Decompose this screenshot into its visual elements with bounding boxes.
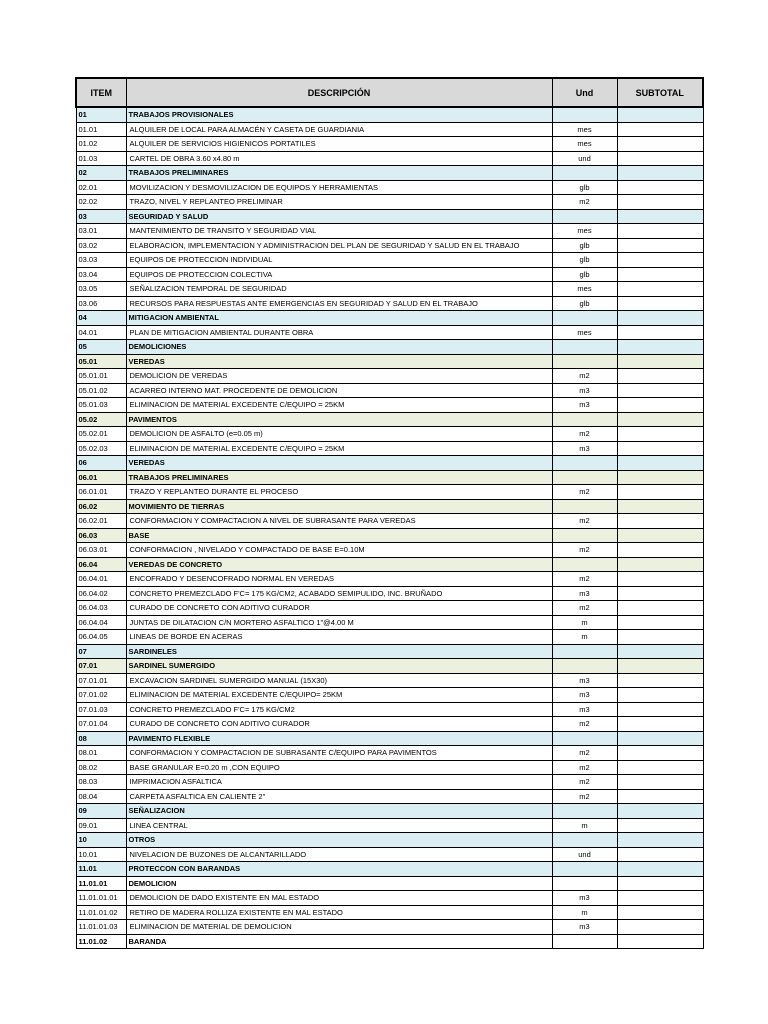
budget-sheet <box>75 77 702 949</box>
cell-unit[interactable]: m3 <box>552 688 617 703</box>
table-row <box>76 137 703 152</box>
table-row <box>76 543 703 558</box>
table-row <box>76 441 703 456</box>
cell-item[interactable]: 08.02 <box>76 760 126 775</box>
cell-description[interactable]: JUNTAS DE DILATACION C/N MORTERO ASFALTICO 1"@4.00 M <box>126 615 552 630</box>
cell-unit[interactable]: m2 <box>552 572 617 587</box>
cell-subtotal[interactable] <box>617 166 703 181</box>
cell-description[interactable]: ALQUILER DE LOCAL PARA ALMACÉN Y CASETA DE GUARDIANIA <box>126 122 552 137</box>
cell-subtotal[interactable] <box>617 876 703 891</box>
table-row <box>76 166 703 181</box>
cell-subtotal[interactable] <box>617 804 703 819</box>
cell-subtotal[interactable] <box>617 369 703 384</box>
cell-subtotal[interactable] <box>617 760 703 775</box>
cell-item[interactable]: 06.04.04 <box>76 615 126 630</box>
table-row <box>76 615 703 630</box>
cell-item[interactable]: 07.01 <box>76 659 126 674</box>
cell-unit[interactable]: m3 <box>552 586 617 601</box>
cell-item[interactable]: 07.01.02 <box>76 688 126 703</box>
cell-unit[interactable]: m2 <box>552 760 617 775</box>
cell-item[interactable]: 05.02.01 <box>76 427 126 442</box>
cell-subtotal[interactable] <box>617 137 703 152</box>
cell-item[interactable]: 05 <box>76 340 126 355</box>
table-row <box>76 905 703 920</box>
table-row <box>76 644 703 659</box>
cell-item[interactable]: 09.01 <box>76 818 126 833</box>
table-row <box>76 470 703 485</box>
cell-unit[interactable]: m2 <box>552 543 617 558</box>
table-row <box>76 528 703 543</box>
table-row <box>76 311 703 326</box>
table-row <box>76 209 703 224</box>
cell-description[interactable]: PLAN DE MITIGACION AMBIENTAL DURANTE OBRA <box>126 325 552 340</box>
table-row <box>76 485 703 500</box>
table-row <box>76 702 703 717</box>
cell-unit[interactable]: m3 <box>552 398 617 413</box>
cell-unit[interactable] <box>552 731 617 746</box>
cell-item[interactable]: 02.02 <box>76 195 126 210</box>
cell-description[interactable]: BASE <box>126 528 552 543</box>
table-row <box>76 934 703 949</box>
cell-description[interactable]: ALQUILER DE SERVICIOS HIGIENICOS PORTATILES <box>126 137 552 152</box>
cell-unit[interactable]: mes <box>552 224 617 239</box>
cell-description[interactable]: SEÑALIZACION <box>126 804 552 819</box>
table-row <box>76 862 703 877</box>
cell-subtotal[interactable] <box>617 180 703 195</box>
table-row <box>76 818 703 833</box>
table-row <box>76 673 703 688</box>
cell-item[interactable]: 10 <box>76 833 126 848</box>
cell-item[interactable]: 03 <box>76 209 126 224</box>
cell-description[interactable]: DEMOLICION DE VEREDAS <box>126 369 552 384</box>
table-row <box>76 833 703 848</box>
cell-subtotal[interactable] <box>617 789 703 804</box>
cell-subtotal[interactable] <box>617 325 703 340</box>
cell-item[interactable]: 09 <box>76 804 126 819</box>
cell-description[interactable]: SEÑALIZACION TEMPORAL DE SEGURIDAD <box>126 282 552 297</box>
cell-description[interactable]: MOVILIZACION Y DESMOVILIZACION DE EQUIPOS Y HERRAMIENTAS <box>126 180 552 195</box>
cell-item[interactable]: 03.02 <box>76 238 126 253</box>
table-row <box>76 876 703 891</box>
header-descripcion: DESCRIPCIÓN <box>126 78 552 107</box>
cell-description[interactable]: ELIMINACION DE MATERIAL EXCEDENTE C/EQUIPO= 25KM <box>126 688 552 703</box>
cell-description[interactable]: DEMOLICION DE DADO EXISTENTE EN MAL ESTADO <box>126 891 552 906</box>
cell-item[interactable]: 03.04 <box>76 267 126 282</box>
cell-description[interactable]: EXCAVACION SARDINEL SUMERGIDO MANUAL (15X30) <box>126 673 552 688</box>
table-row <box>76 427 703 442</box>
cell-item[interactable]: 01.03 <box>76 151 126 166</box>
table-row <box>76 557 703 572</box>
table-row <box>76 253 703 268</box>
cell-item[interactable]: 06.03.01 <box>76 543 126 558</box>
cell-item[interactable]: 11.01.01 <box>76 876 126 891</box>
cell-description[interactable]: EQUIPOS DE PROTECCION COLECTIVA <box>126 267 552 282</box>
table-row <box>76 296 703 311</box>
cell-item[interactable]: 06.04 <box>76 557 126 572</box>
cell-subtotal[interactable] <box>617 195 703 210</box>
cell-subtotal[interactable] <box>617 615 703 630</box>
cell-item[interactable]: 06.01.01 <box>76 485 126 500</box>
cell-description[interactable]: MOVIMIENTO DE TIERRAS <box>126 499 552 514</box>
cell-unit[interactable] <box>552 470 617 485</box>
cell-description[interactable]: PAVIMENTOS <box>126 412 552 427</box>
cell-unit[interactable]: m2 <box>552 195 617 210</box>
table-row <box>76 267 703 282</box>
cell-unit[interactable]: und <box>552 151 617 166</box>
cell-item[interactable]: 07 <box>76 644 126 659</box>
table-row <box>76 383 703 398</box>
table-row <box>76 282 703 297</box>
cell-description[interactable]: VEREDAS DE CONCRETO <box>126 557 552 572</box>
cell-unit[interactable] <box>552 862 617 877</box>
cell-description[interactable]: MITIGACION AMBIENTAL <box>126 311 552 326</box>
cell-description[interactable]: CURADO DE CONCRETO CON ADITIVO CURADOR <box>126 601 552 616</box>
cell-unit[interactable] <box>552 804 617 819</box>
cell-description[interactable]: LINEA CENTRAL <box>126 818 552 833</box>
cell-item[interactable]: 02 <box>76 166 126 181</box>
cell-item[interactable]: 08.03 <box>76 775 126 790</box>
cell-unit[interactable]: glb <box>552 180 617 195</box>
cell-unit[interactable] <box>552 412 617 427</box>
cell-description[interactable]: ELIMINACION DE MATERIAL EXCEDENTE C/EQUIPO = 25KM <box>126 398 552 413</box>
cell-unit[interactable]: und <box>552 847 617 862</box>
cell-subtotal[interactable] <box>617 151 703 166</box>
cell-subtotal[interactable] <box>617 267 703 282</box>
cell-item[interactable]: 04 <box>76 311 126 326</box>
table-row <box>76 630 703 645</box>
cell-subtotal[interactable] <box>617 412 703 427</box>
cell-subtotal[interactable] <box>617 557 703 572</box>
table-row <box>76 514 703 529</box>
table-row <box>76 107 703 122</box>
table-row <box>76 572 703 587</box>
cell-unit[interactable]: mes <box>552 122 617 137</box>
cell-item[interactable]: 02.01 <box>76 180 126 195</box>
cell-item[interactable]: 11.01.02 <box>76 934 126 949</box>
cell-subtotal[interactable] <box>617 862 703 877</box>
cell-description[interactable]: DEMOLICION DE ASFALTO (e=0.05 m) <box>126 427 552 442</box>
cell-unit[interactable] <box>552 209 617 224</box>
table-row <box>76 499 703 514</box>
cell-subtotal[interactable] <box>617 630 703 645</box>
cell-unit[interactable]: m2 <box>552 789 617 804</box>
cell-unit[interactable] <box>552 107 617 122</box>
cell-description[interactable]: TRAZO Y REPLANTEO DURANTE EL PROCESO <box>126 485 552 500</box>
table-header <box>76 78 703 107</box>
cell-unit[interactable]: mes <box>552 137 617 152</box>
cell-unit[interactable] <box>552 340 617 355</box>
table-row <box>76 717 703 732</box>
cell-description[interactable]: CURADO DE CONCRETO CON ADITIVO CURADOR <box>126 717 552 732</box>
cell-subtotal[interactable] <box>617 673 703 688</box>
cell-subtotal[interactable] <box>617 746 703 761</box>
cell-item[interactable]: 06.01 <box>76 470 126 485</box>
cell-subtotal[interactable] <box>617 702 703 717</box>
cell-description[interactable]: ELIMINACION DE MATERIAL EXCEDENTE C/EQUIPO = 25KM <box>126 441 552 456</box>
cell-subtotal[interactable] <box>617 572 703 587</box>
cell-unit[interactable]: m2 <box>552 485 617 500</box>
cell-unit[interactable] <box>552 311 617 326</box>
cell-description[interactable]: ELABORACION, IMPLEMENTACION Y ADMINISTRACION DEL PLAN DE SEGURIDAD Y SALUD EN EL TRABAJO <box>126 238 552 253</box>
cell-item[interactable]: 01.02 <box>76 137 126 152</box>
cell-subtotal[interactable] <box>617 528 703 543</box>
cell-description[interactable]: CONCRETO PREMEZCLADO F'C= 175 KG/CM2, ACABADO SEMIPULIDO, INC. BRUÑADO <box>126 586 552 601</box>
cell-subtotal[interactable] <box>617 659 703 674</box>
table-row <box>76 238 703 253</box>
table-row <box>76 746 703 761</box>
table-row <box>76 688 703 703</box>
table-row <box>76 775 703 790</box>
cell-item[interactable]: 05.01.02 <box>76 383 126 398</box>
table-row <box>76 891 703 906</box>
table-row <box>76 325 703 340</box>
cell-item[interactable]: 05.01 <box>76 354 126 369</box>
cell-unit[interactable]: glb <box>552 296 617 311</box>
cell-item[interactable]: 07.01.04 <box>76 717 126 732</box>
cell-description[interactable]: CARPETA ASFALTICA EN CALIENTE 2" <box>126 789 552 804</box>
cell-description[interactable]: PAVIMENTO FLEXIBLE <box>126 731 552 746</box>
cell-item[interactable]: 07.01.03 <box>76 702 126 717</box>
cell-unit[interactable] <box>552 876 617 891</box>
cell-item[interactable]: 11.01.01.02 <box>76 905 126 920</box>
cell-subtotal[interactable] <box>617 383 703 398</box>
cell-item[interactable]: 11.01 <box>76 862 126 877</box>
cell-subtotal[interactable] <box>617 891 703 906</box>
cell-subtotal[interactable] <box>617 427 703 442</box>
cell-item[interactable]: 06.04.02 <box>76 586 126 601</box>
header-item: ITEM <box>76 78 126 107</box>
table-row <box>76 398 703 413</box>
cell-subtotal[interactable] <box>617 209 703 224</box>
cell-subtotal[interactable] <box>617 470 703 485</box>
cell-unit[interactable]: m2 <box>552 775 617 790</box>
cell-subtotal[interactable] <box>617 441 703 456</box>
cell-unit[interactable] <box>552 456 617 471</box>
cell-subtotal[interactable] <box>617 818 703 833</box>
cell-description[interactable]: CARTEL DE OBRA 3.60 x4.80 m <box>126 151 552 166</box>
cell-unit[interactable]: m <box>552 615 617 630</box>
cell-description[interactable]: TRABAJOS PRELIMINARES <box>126 166 552 181</box>
cell-item[interactable]: 06 <box>76 456 126 471</box>
table-row <box>76 122 703 137</box>
cell-subtotal[interactable] <box>617 847 703 862</box>
cell-item[interactable]: 03.06 <box>76 296 126 311</box>
cell-item[interactable]: 08 <box>76 731 126 746</box>
cell-unit[interactable]: m <box>552 630 617 645</box>
cell-subtotal[interactable] <box>617 934 703 949</box>
cell-unit[interactable]: m2 <box>552 601 617 616</box>
cell-description[interactable]: BARANDA <box>126 934 552 949</box>
cell-description[interactable]: TRABAJOS PRELIMINARES <box>126 470 552 485</box>
cell-description[interactable]: NIVELACION DE BUZONES DE ALCANTARILLADO <box>126 847 552 862</box>
cell-unit[interactable]: m2 <box>552 514 617 529</box>
cell-description[interactable]: ACARREO INTERNO MAT. PROCEDENTE DE DEMOLICION <box>126 383 552 398</box>
cell-item[interactable]: 05.01.01 <box>76 369 126 384</box>
cell-description[interactable]: ENCOFRADO Y DESENCOFRADO NORMAL EN VEREDAS <box>126 572 552 587</box>
cell-unit[interactable]: glb <box>552 267 617 282</box>
cell-subtotal[interactable] <box>617 238 703 253</box>
cell-unit[interactable]: m2 <box>552 427 617 442</box>
cell-unit[interactable]: m3 <box>552 673 617 688</box>
cell-unit[interactable]: glb <box>552 238 617 253</box>
table-row <box>76 369 703 384</box>
cell-description[interactable]: VEREDAS <box>126 456 552 471</box>
cell-unit[interactable] <box>552 528 617 543</box>
cell-description[interactable]: PROTECCON CON BARANDAS <box>126 862 552 877</box>
cell-unit[interactable]: m3 <box>552 702 617 717</box>
cell-item[interactable]: 07.01.01 <box>76 673 126 688</box>
cell-item[interactable]: 03.03 <box>76 253 126 268</box>
cell-item[interactable]: 06.03 <box>76 528 126 543</box>
cell-subtotal[interactable] <box>617 644 703 659</box>
cell-subtotal[interactable] <box>617 586 703 601</box>
cell-unit[interactable] <box>552 934 617 949</box>
cell-item[interactable]: 05.02.03 <box>76 441 126 456</box>
cell-item[interactable]: 11.01.01.01 <box>76 891 126 906</box>
table-body <box>76 107 703 949</box>
cell-subtotal[interactable] <box>617 833 703 848</box>
cell-description[interactable]: EQUIPOS DE PROTECCION INDIVIDUAL <box>126 253 552 268</box>
cell-unit[interactable]: m2 <box>552 717 617 732</box>
cell-description[interactable]: ELIMINACION DE MATERIAL DE DEMOLICION <box>126 920 552 935</box>
cell-unit[interactable]: m2 <box>552 746 617 761</box>
table-row <box>76 151 703 166</box>
cell-item[interactable]: 08.04 <box>76 789 126 804</box>
table-row <box>76 224 703 239</box>
cell-unit[interactable]: m <box>552 905 617 920</box>
cell-subtotal[interactable] <box>617 282 703 297</box>
cell-unit[interactable]: m3 <box>552 891 617 906</box>
cell-subtotal[interactable] <box>617 543 703 558</box>
cell-subtotal[interactable] <box>617 905 703 920</box>
cell-description[interactable]: CONFORMACION , NIVELADO Y COMPACTADO DE BASE E=0.10M <box>126 543 552 558</box>
table-row <box>76 354 703 369</box>
cell-item[interactable]: 03.05 <box>76 282 126 297</box>
cell-unit[interactable]: mes <box>552 282 617 297</box>
header-subtotal: SUBTOTAL <box>617 78 703 107</box>
cell-subtotal[interactable] <box>617 224 703 239</box>
cell-item[interactable]: 06.04.03 <box>76 601 126 616</box>
header-und: Und <box>552 78 617 107</box>
cell-unit[interactable] <box>552 557 617 572</box>
cell-unit[interactable] <box>552 166 617 181</box>
cell-subtotal[interactable] <box>617 499 703 514</box>
cell-unit[interactable] <box>552 354 617 369</box>
cell-item[interactable]: 06.02.01 <box>76 514 126 529</box>
cell-item[interactable]: 08.01 <box>76 746 126 761</box>
cell-unit[interactable]: m <box>552 818 617 833</box>
cell-subtotal[interactable] <box>617 601 703 616</box>
cell-description[interactable]: TRAZO, NIVEL Y REPLANTEO PRELIMINAR <box>126 195 552 210</box>
cell-description[interactable]: CONCRETO PREMEZCLADO F'C= 175 KG/CM2 <box>126 702 552 717</box>
cell-subtotal[interactable] <box>617 311 703 326</box>
cell-description[interactable]: BASE GRANULAR E=0.20 m ,CON EQUIPO <box>126 760 552 775</box>
cell-description[interactable]: RETIRO DE MADERA ROLLIZA EXISTENTE EN MAL ESTADO <box>126 905 552 920</box>
cell-subtotal[interactable] <box>617 253 703 268</box>
cell-subtotal[interactable] <box>617 688 703 703</box>
cell-item[interactable]: 03.01 <box>76 224 126 239</box>
cell-subtotal[interactable] <box>617 122 703 137</box>
cell-subtotal[interactable] <box>617 340 703 355</box>
table-row <box>76 760 703 775</box>
table-row <box>76 847 703 862</box>
cell-description[interactable]: SEGURIDAD Y SALUD <box>126 209 552 224</box>
cell-item[interactable]: 04.01 <box>76 325 126 340</box>
cell-item[interactable]: 11.01.01.03 <box>76 920 126 935</box>
cell-subtotal[interactable] <box>617 398 703 413</box>
cell-subtotal[interactable] <box>617 107 703 122</box>
cell-unit[interactable]: m2 <box>552 369 617 384</box>
cell-unit[interactable]: glb <box>552 253 617 268</box>
cell-subtotal[interactable] <box>617 514 703 529</box>
cell-description[interactable]: MANTENIMIENTO DE TRANSITO Y SEGURIDAD VIAL <box>126 224 552 239</box>
cell-description[interactable]: SARDINELES <box>126 644 552 659</box>
cell-subtotal[interactable] <box>617 296 703 311</box>
cell-item[interactable]: 06.04.01 <box>76 572 126 587</box>
cell-description[interactable]: TRABAJOS PROVISIONALES <box>126 107 552 122</box>
cell-description[interactable]: CONFORMACION Y COMPACTACION A NIVEL DE SUBRASANTE PARA VEREDAS <box>126 514 552 529</box>
cell-unit[interactable]: m3 <box>552 441 617 456</box>
cell-subtotal[interactable] <box>617 456 703 471</box>
cell-unit[interactable]: m3 <box>552 383 617 398</box>
cell-unit[interactable] <box>552 644 617 659</box>
cell-description[interactable]: VEREDAS <box>126 354 552 369</box>
table-row <box>76 731 703 746</box>
cell-subtotal[interactable] <box>617 485 703 500</box>
cell-description[interactable]: SARDINEL SUMERGIDO <box>126 659 552 674</box>
cell-item[interactable]: 10.01 <box>76 847 126 862</box>
cell-item[interactable]: 01.01 <box>76 122 126 137</box>
table-row <box>76 180 703 195</box>
table-row <box>76 412 703 427</box>
table-row <box>76 659 703 674</box>
cell-unit[interactable]: mes <box>552 325 617 340</box>
cell-subtotal[interactable] <box>617 354 703 369</box>
cell-subtotal[interactable] <box>617 717 703 732</box>
cell-item[interactable]: 05.02 <box>76 412 126 427</box>
cell-unit[interactable]: m3 <box>552 920 617 935</box>
cell-description[interactable]: LINEAS DE BORDE EN ACERAS <box>126 630 552 645</box>
table-row <box>76 804 703 819</box>
cell-item[interactable]: 05.01.03 <box>76 398 126 413</box>
table-row <box>76 195 703 210</box>
cell-description[interactable]: CONFORMACION Y COMPACTACION DE SUBRASANTE C/EQUIPO PARA PAVIMENTOS <box>126 746 552 761</box>
cell-item[interactable]: 06.04.05 <box>76 630 126 645</box>
cell-description[interactable]: DEMOLICIONES <box>126 340 552 355</box>
cell-unit[interactable] <box>552 833 617 848</box>
cell-item[interactable]: 06.02 <box>76 499 126 514</box>
cell-unit[interactable] <box>552 659 617 674</box>
cell-subtotal[interactable] <box>617 731 703 746</box>
cell-description[interactable]: IMPRIMACION ASFALTICA <box>126 775 552 790</box>
cell-unit[interactable] <box>552 499 617 514</box>
table-row <box>76 601 703 616</box>
table-row <box>76 456 703 471</box>
cell-description[interactable]: OTROS <box>126 833 552 848</box>
cell-subtotal[interactable] <box>617 920 703 935</box>
budget-table <box>75 77 704 949</box>
cell-description[interactable]: RECURSOS PARA RESPUESTAS ANTE EMERGENCIAS EN SEGURIDAD Y SALUD EN EL TRABAJO <box>126 296 552 311</box>
table-row <box>76 789 703 804</box>
table-row <box>76 586 703 601</box>
cell-item[interactable]: 01 <box>76 107 126 122</box>
table-row <box>76 340 703 355</box>
table-row <box>76 920 703 935</box>
cell-description[interactable]: DEMOLICION <box>126 876 552 891</box>
cell-subtotal[interactable] <box>617 775 703 790</box>
